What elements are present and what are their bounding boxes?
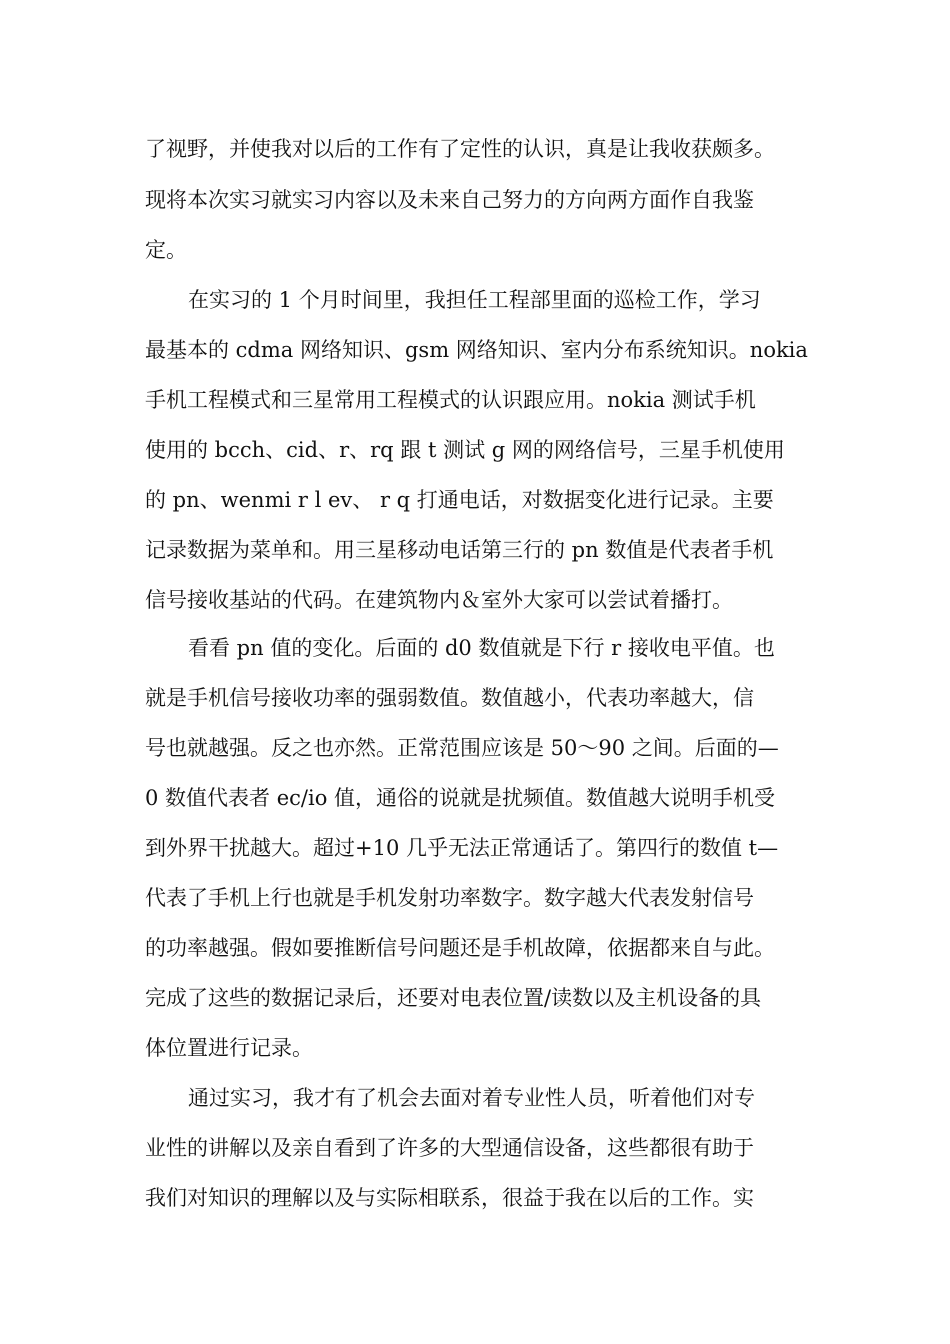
text-line: 体位置进行记录。 xyxy=(145,1036,313,1060)
text-line: 业性的讲解以及亲自看到了许多的大型通信设备，这些都很有助于 xyxy=(145,1136,754,1160)
text-line: 通过实习，我才有了机会去面对着专业性人员，听着他们对专 xyxy=(188,1086,755,1110)
text-line: 现将本次实习就实习内容以及未来自己努力的方向两方面作自我鉴 xyxy=(145,188,754,212)
text-line: 使用的 bcch、cid、r、rq 跟 t 测试 g 网的网络信号，三星手机使用 xyxy=(145,438,785,462)
text-line: 在实习的 1 个月时间里，我担任工程部里面的巡检工作，学习 xyxy=(188,288,761,312)
text-line: 的功率越强。假如要推断信号问题还是手机故障，依据都来自与此。 xyxy=(145,936,775,960)
text-line: 信号接收基站的代码。在建筑物内＆室外大家可以尝试着播打。 xyxy=(145,588,733,612)
text-line: 定。 xyxy=(145,238,187,262)
text-line: 最基本的 cdma 网络知识、gsm 网络知识、室内分布系统知识。nokia xyxy=(145,338,808,362)
text-line: 完成了这些的数据记录后，还要对电表位置/读数以及主机设备的具 xyxy=(145,986,762,1010)
text-line: 记录数据为菜单和。用三星移动电话第三行的 pn 数值是代表者手机 xyxy=(145,538,774,562)
text-line: 的 pn、wenmi r l ev、 r q 打通电话，对数据变化进行记录。主要 xyxy=(145,488,774,512)
text-line: 了视野，并使我对以后的工作有了定性的认识，真是让我收获颇多。 xyxy=(145,137,775,161)
text-line: 到外界干扰越大。超过+10 几乎无法正常通话了。第四行的数值 t— xyxy=(145,836,779,860)
text-line: 0 数值代表者 ec/io 值，通俗的说就是扰频值。数值越大说明手机受 xyxy=(145,786,776,810)
text-line: 就是手机信号接收功率的强弱数值。数值越小，代表功率越大，信 xyxy=(145,686,754,710)
text-line: 我们对知识的理解以及与实际相联系，很益于我在以后的工作。实 xyxy=(145,1186,754,1210)
text-line: 手机工程模式和三星常用工程模式的认识跟应用。nokia 测试手机 xyxy=(145,388,756,412)
text-line: 看看 pn 值的变化。后面的 d0 数值就是下行 r 接收电平值。也 xyxy=(188,636,775,660)
text-line: 代表了手机上行也就是手机发射功率数字。数字越大代表发射信号 xyxy=(145,886,754,910)
text-line: 号也就越强。反之也亦然。正常范围应该是 50～90 之间。后面的— xyxy=(145,736,779,760)
